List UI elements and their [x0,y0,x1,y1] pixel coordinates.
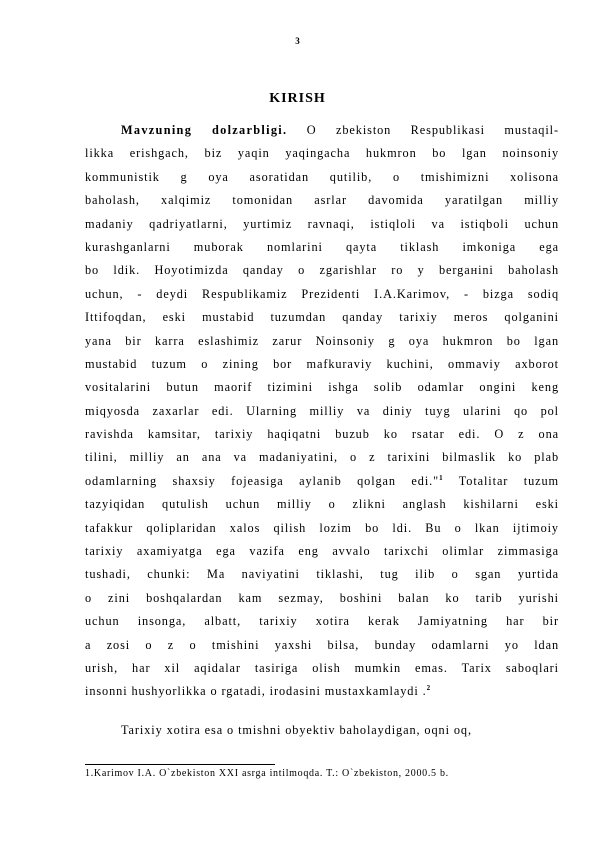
footnote-marker: 1 [439,473,444,482]
paragraph-line: uchun insonga, albatt, tarixiy xotira kerak Jamiyatning har bir [85,614,559,629]
paragraph-line: madaniy qadriyatlarni, yurtimiz ravnaqi, istiqloli va istiqboli uchun [85,216,559,231]
paragraph-line: tushadi, chunki: Ma naviyatini tiklashi, tug ilib o sgan yurtida [85,567,559,582]
paragraph-line: Ittifoqdan, eski mustabid tuzumdan qanday tarixiy meros qolganini [85,310,559,325]
paragraph-line [85,119,559,142]
footnote-divider [85,764,275,765]
paragraph-2: Tarixiy xotira esa o tmishni obyektiv baholaydigan, oqni oq, [121,723,472,737]
line-text: Totalitar tuzum [443,473,559,488]
line-text: insonni hushyorlikka o rgatadi, irodasini mustaxkamlaydi . [85,684,427,699]
paragraph-line: tafakkur qoliplaridan xalos qilish lozim bo ldi. Bu o lkan ijtimoiy [85,520,559,535]
paragraph-line: tarixiy axamiyatga ega vazifa eng avvalo tarixchi olimlar zimmasiga [85,544,559,559]
paragraph-line: likka erishgach, biz yaqin yaqingacha hukmron bo lgan noinsoniy [85,146,559,161]
footnote-marker: 2 [426,684,432,693]
paragraph-line: yana bir karra eslashimiz zarur Noinsoniy g oya hukmron bo lgan [85,333,559,348]
paragraph-line: tilini, milliy an ana va madaniyatini, o z tarixini bilmaslik ko plab [85,450,559,465]
paragraph-line: tazyiqidan qutulish uchun milliy o zlikni anglash kishilarni eski [85,497,559,512]
footnote: 1.Karimov I.A. O`zbekiston XXI asrga intilmoqda. T.: O`zbekiston, 2000.5 b. [85,768,449,779]
paragraph-line: vositalarini butun maorif tizimini ishga solib odamlar ongini keng [85,380,559,395]
paragraph-line: urish, har xil aqidalar tasiriga olish mumkin emas. Tarix saboqlari [85,660,559,675]
paragraph-line [85,680,559,703]
paragraph-line: a zosi o z o tmishini yaxshi bilsa, bunday odamlarni yo ldan [85,637,559,652]
paragraph-line: uchun, - deydi Respublikamiz Prezidenti I.A.Karimov, - bizga sodiq [85,286,559,301]
section-title: KIRISH [269,91,326,106]
paragraph-line: miqyosda zaxarlar edi. Ularning milliy va diniy tuyg ularini qo pol [85,403,559,418]
paragraph-line: ravishda kamsitar, tarixiy haqiqatni buzub ko rsatar edi. O z ona [85,427,559,442]
paragraph-line: kurashganlarni muborak nomlarini qayta tiklash imkoniga ega [85,239,559,254]
line-text: O zbekiston Respublikasi mustaqil- [287,123,559,137]
paragraph-1 [85,119,559,704]
paragraph-line: bo ldik. Hoyotimizda qanday o zgarishlar ro y bergанini baholash [85,263,559,278]
paragraph-line: mustabid tuzum o zining bor mafkuraviy kuchini, ommaviy axborot [85,356,559,371]
paragraph-line: o zini boshqalardan kam sezmay, boshini balan ko tarib yurishi [85,590,559,605]
paragraph-line [85,470,559,493]
line-text: odamlarning shaxsiy fojeasiga aylanib qolgan edi." [85,473,440,488]
lead-phrase: Mavzuning dolzarbligi. [121,123,288,137]
page-number: 3 [295,36,300,46]
paragraph-line: baholash, xalqimiz tomonidan asrlar davomida yaratilgan milliy [85,193,559,208]
paragraph-line: kommunistik g oya asoratidan qutilib, o tmishimizni xolisona [85,169,559,184]
